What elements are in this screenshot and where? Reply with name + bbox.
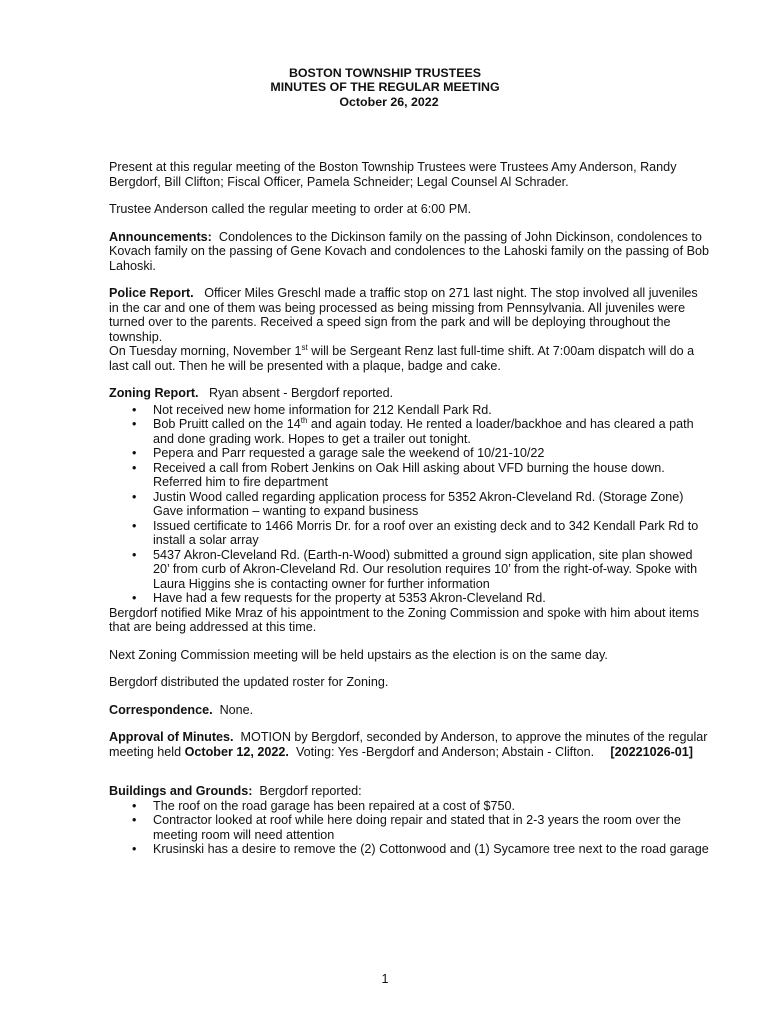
list-item: • 5437 Akron-Cleveland Rd. (Earth-n-Wood) submitted a ground sign application, site plan showed 20’ from curb of Akron-Cleveland Rd. Our resolution requires 10’ from the right-of-way. Spoke with Laura Higgins she is contacting owner for further information	[109, 548, 709, 592]
page-number: 1	[381, 972, 389, 986]
police-report-text: Officer Miles Greschl made a traffic stop on 271 last night. The stop involved all juveniles in the car and one of them was being processed as being missing from Pennsylvania. All juveniles were turned over to the parents. Received a speed sign from the park and will be deploying throughout the township.	[109, 286, 698, 344]
zoning-roster-paragraph: Bergdorf distributed the updated roster for Zoning.	[109, 675, 389, 689]
list-item: • Justin Wood called regarding application process for 5352 Akron-Cleveland Rd. (Storage Zone) Gave information – wanting to expand business	[109, 490, 709, 519]
list-item: • Contractor looked at roof while here doing repair and stated that in 2-3 years the room over the meeting room will need attention	[109, 813, 709, 842]
list-item: • Pepera and Parr requested a garage sale the weekend of 10/21-10/22	[109, 446, 709, 461]
announcements-label: Announcements:	[109, 229, 212, 244]
list-item: • Issued certificate to 1466 Morris Dr. for a roof over an existing deck and to 342 Kendall Park Rd to install a solar array	[109, 519, 709, 548]
list-item: • Bob Pruitt called on the 14th and again today. He rented a loader/backhoe and has cleared a path and done grading work. Hopes to get a trailer out tonight.	[109, 417, 709, 446]
document-title: MINUTES OF THE REGULAR MEETING	[270, 80, 500, 95]
buildings-grounds-section	[109, 784, 709, 799]
meeting-date: October 26, 2022	[339, 94, 439, 109]
resolution-number: [20221026-01]	[610, 744, 693, 759]
buildings-grounds-label: Buildings and Grounds:	[109, 784, 253, 798]
zoning-meeting-paragraph: Next Zoning Commission meeting will be held upstairs as the election is on the same day.	[109, 647, 608, 662]
zoning-items-list	[109, 403, 709, 606]
list-item: • Krusinski has a desire to remove the (2) Cottonwood and (1) Sycamore tree next to the road garage	[109, 842, 709, 857]
organization-title: BOSTON TOWNSHIP TRUSTEES	[288, 66, 482, 80]
approval-voting: Voting: Yes -Bergdorf and Anderson; Abstain - Clifton.	[295, 744, 595, 759]
police-report-section	[109, 286, 709, 344]
list-item: • Not received new home information for 212 Kendall Park Rd.	[109, 403, 709, 418]
approval-of-minutes-section	[109, 730, 709, 759]
minutes-body	[109, 160, 709, 857]
list-item: • The roof on the road garage has been repaired at a cost of $750.	[109, 799, 709, 814]
correspondence-section	[109, 703, 709, 718]
approval-label: Approval of Minutes.	[109, 730, 234, 744]
list-item: • Have had a few requests for the property at 5353 Akron-Cleveland Rd.	[109, 591, 709, 606]
announcements-text: Condolences to the Dickinson family on the passing of John Dickinson, condolences to Kovach family on the passing of Gene Kovach and condolences to the Lahoski family on the passing of Bob Lahoski.	[109, 229, 709, 273]
zoning-report-intro: Ryan absent - Bergdorf reported.	[209, 386, 394, 400]
list-item: • Received a call from Robert Jenkins on Oak Hill asking about VFD burning the house down. Referred him to fire department	[109, 461, 709, 490]
announcements-section	[109, 230, 709, 274]
approval-text: MOTION by Bergdorf, seconded by Anderson, to approve the minutes of the regular meeting held	[109, 730, 708, 759]
attendance-paragraph: Present at this regular meeting of the Boston Township Trustees were Trustees Amy Anderson, Randy Bergdorf, Bill Clifton; Fiscal Officer, Pamela Schneider; Legal Counsel Al Schrader.	[109, 160, 677, 189]
zoning-followup-paragraph: Bergdorf notified Mike Mraz of his appointment to the Zoning Commission and spoke with him about items that are being addressed at this time.	[109, 605, 700, 634]
call-to-order-paragraph: Trustee Anderson called the regular meeting to order at 6:00 PM.	[109, 202, 472, 216]
approval-date: October 12, 2022.	[184, 744, 289, 759]
zoning-report-section	[109, 386, 709, 401]
document-header	[0, 66, 770, 109]
correspondence-text: None.	[219, 702, 254, 717]
police-report-continued: On Tuesday morning, November 1st will be Sergeant Renz last full-time shift. At 7:00am dispatch will do a last call out. Then he will be presented with a plaque, badge and cake.	[109, 343, 695, 373]
buildings-items-list	[109, 799, 709, 857]
correspondence-label: Correspondence.	[109, 702, 213, 717]
zoning-report-label: Zoning Report.	[109, 386, 199, 400]
police-report-label: Police Report.	[109, 286, 194, 300]
buildings-grounds-intro: Bergdorf reported:	[259, 784, 362, 798]
